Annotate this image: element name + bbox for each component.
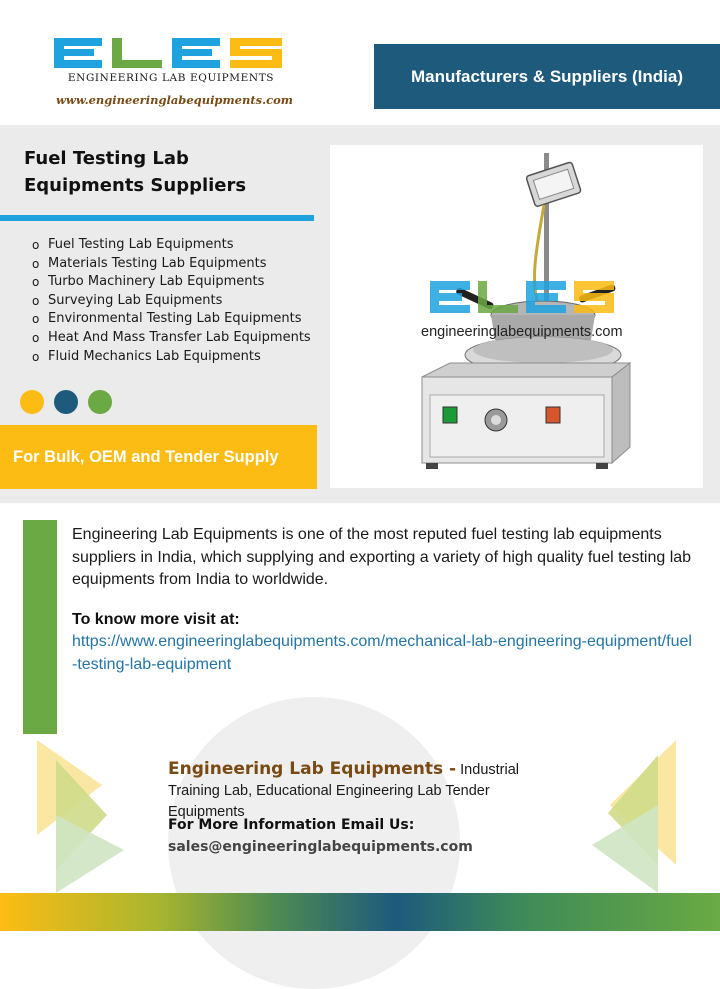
- website-url[interactable]: www.engineeringlabequipments.com: [56, 93, 293, 107]
- bullet-icon: o: [32, 256, 40, 271]
- yellow-dot: [20, 390, 44, 414]
- footer-brand-statement: [168, 759, 568, 823]
- photo-watermark-text: engineeringlabequipments.com: [421, 324, 623, 340]
- product-page-link[interactable]: https://www.engineeringlabequipments.com/mechanical-lab-engineering-equipment/fuel-testing-lab-equipment: [72, 633, 692, 673]
- bullet-icon: o: [32, 293, 40, 308]
- email-heading: For More Information Email Us:: [168, 817, 415, 833]
- list-item[interactable]: [30, 292, 311, 311]
- email-address[interactable]: sales@engineeringlabequipments.com: [168, 839, 473, 855]
- product-photo: [330, 145, 703, 488]
- company-description: Engineering Lab Equipments is one of the most reputed fuel testing lab equipments suppliers in India, which supplying and exporting a variety of high quality fuel testing lab equipments from India to worldwide.: [72, 526, 692, 588]
- bullet-icon: o: [32, 349, 40, 364]
- green-dot: [88, 390, 112, 414]
- more-info-heading: To know more visit at:: [72, 611, 240, 628]
- page-title: [24, 145, 304, 199]
- header-banner: Manufacturers & Suppliers (India): [374, 44, 720, 109]
- page-title-line-1: Fuel Testing Lab: [24, 148, 189, 169]
- right-triangle-decoration: [590, 735, 682, 895]
- logo-caption: ENGINEERING LAB EQUIPMENTS: [67, 72, 275, 84]
- list-item-label: Surveying Lab Equipments: [48, 292, 223, 308]
- list-item-label: Fuel Testing Lab Equipments: [48, 237, 234, 252]
- list-item[interactable]: [30, 348, 311, 367]
- list-item-label: Heat And Mass Transfer Lab Equipments: [48, 329, 311, 345]
- footer-brand-name: Engineering Lab Equipments -: [168, 759, 457, 779]
- bullet-icon: o: [32, 330, 40, 345]
- navy-dot: [54, 390, 78, 414]
- list-item-label: Environmental Testing Lab Equipments: [48, 311, 302, 327]
- list-item-label: Fluid Mechanics Lab Equipments: [48, 348, 261, 364]
- bullet-icon: o: [32, 312, 40, 327]
- footer-brand-tagline: Industrial Training Lab, Educational Engineering Lab Tender Equipments: [168, 762, 519, 820]
- list-item[interactable]: [30, 255, 311, 274]
- list-item[interactable]: [30, 329, 311, 348]
- category-list: [30, 236, 311, 366]
- list-item[interactable]: [30, 310, 311, 329]
- list-item-label: Materials Testing Lab Equipments: [48, 255, 267, 271]
- bullet-icon: o: [32, 238, 40, 252]
- bulk-supply-banner: For Bulk, OEM and Tender Supply: [0, 425, 317, 489]
- accent-bar: [23, 520, 57, 734]
- gradient-footer-strip: [0, 893, 720, 931]
- list-item-label: Turbo Machinery Lab Equipments: [48, 274, 265, 290]
- page-title-line-2: Equipments Suppliers: [24, 175, 247, 196]
- flash-point-tester-image: [330, 145, 703, 488]
- bullet-icon: o: [32, 275, 40, 290]
- left-triangle-decoration: [32, 735, 127, 895]
- title-underline: [0, 215, 314, 221]
- list-item[interactable]: [30, 236, 311, 255]
- list-item[interactable]: [30, 273, 311, 292]
